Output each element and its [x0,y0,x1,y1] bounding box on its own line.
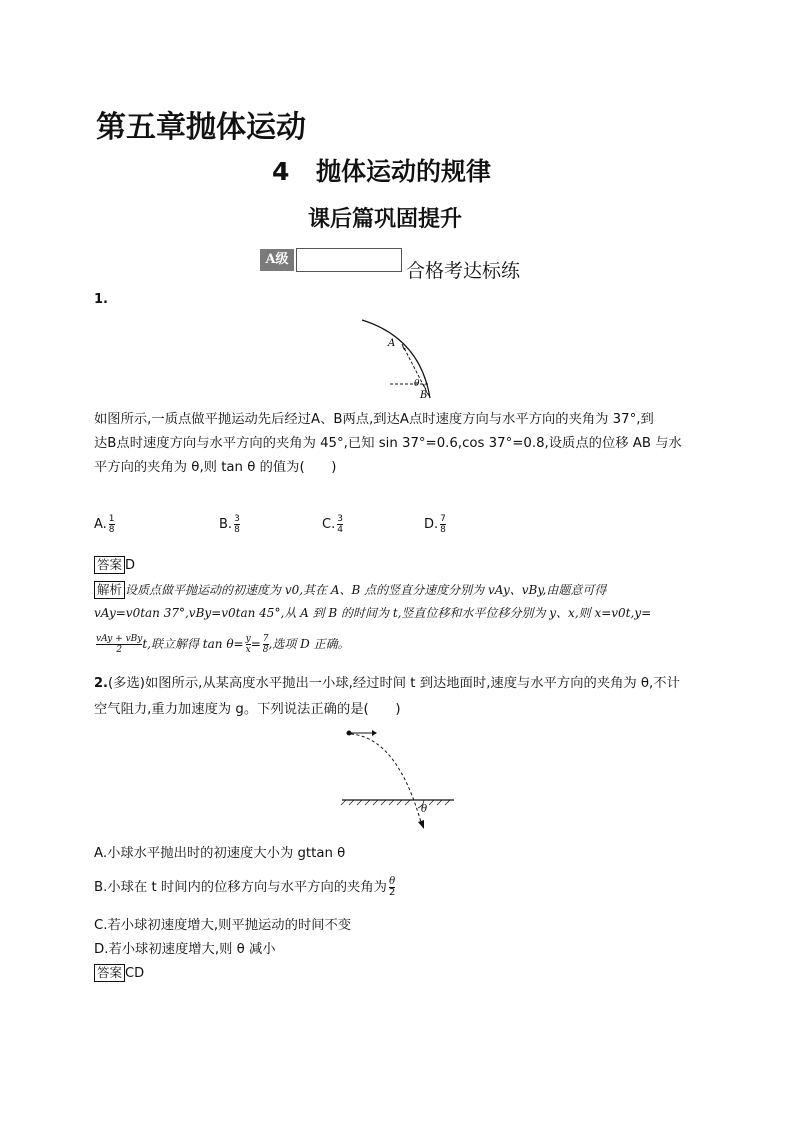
option-b-prefix: B. [219,517,233,532]
question-1-figure [350,316,450,406]
q2-option-c: C.若小球初速度增大,则平抛运动的时间不变 [94,918,352,933]
analysis-tag: 解析 [94,581,125,599]
question-1-number: 1. [94,292,108,307]
analysis-frac1-den: 2 [116,644,123,655]
question-2-stem-line1 [94,672,680,695]
q2-option-b-fraction [389,877,395,898]
option-c-fraction [337,514,343,535]
answer-value: D [125,558,136,573]
theta-label: θ [421,804,428,815]
section-number: 4 [272,157,290,186]
option-d-prefix: D. [424,517,439,532]
q1-option-a [94,514,115,535]
q2-option-b-num: θ [389,876,396,887]
final-velocity-arrowhead [418,820,424,829]
trajectory-curve [362,320,430,398]
question-1-stem-line3: 平方向的夹角为 θ,则 tan θ 的值为( ) [94,460,337,475]
theta-label: θ [414,379,420,389]
option-c-prefix: C. [322,517,336,532]
arrowhead [372,730,377,736]
trajectory-curve [351,734,422,826]
point-a-label: A [388,338,396,349]
option-a-den: 8 [108,525,115,535]
q2-option-d: D.若小球初速度增大,则 θ 减小 [94,942,276,957]
ball [347,731,352,736]
analysis-frac3-den: 8 [262,644,269,655]
level-box [296,248,402,272]
question-2-number: 2. [94,676,108,691]
level-title: 合格考达标练 [406,260,521,282]
q1-answer [94,556,135,574]
q1-option-d [424,514,446,535]
chapter-title: 第五章抛体运动 [96,110,306,145]
q1-option-c [322,514,343,535]
q2-answer-tag: 答案 [94,964,125,982]
analysis-fraction-1 [96,634,142,655]
option-d-num: 7 [440,514,446,524]
q2-option-b [94,876,395,899]
analysis-frac2-den: x [245,644,251,655]
question-2-figure [338,726,458,832]
q2-answer-value: CD [125,966,145,981]
angle-arc [424,384,426,389]
question-1-stem-line2: 达B点时速度方向与水平方向的夹角为 45°,已知 sin 37°=0.6,cos 37°=0.8,设质点的位移 AB 与水 [94,436,682,451]
option-b-fraction [234,514,240,535]
analysis-eq: = [250,637,261,651]
answer-tag: 答案 [94,556,125,574]
analysis-text-3b: ,选项 D 正确。 [268,637,350,651]
q2-option-b-text: B.小球在 t 时间内的位移方向与水平方向的夹角为 [94,880,387,895]
section-title-text: 抛体运动的规律 [316,157,492,186]
option-b-num: 3 [234,514,240,524]
analysis-text-1: 设质点做平抛运动的初速度为 v0,其在 A、B 点的竖直分速度分别为 vAy、vBy,由题意可得 [125,583,607,597]
point-b-label: B [420,390,428,401]
q2-answer [94,964,144,982]
option-a-fraction [109,514,115,535]
question-2-stem-line2: 空气阻力,重力加速度为 g。下列说法正确的是( ) [94,702,401,717]
level-badge: A级 [260,249,294,271]
option-a-prefix: A. [94,517,107,532]
question-2-stem-text-1: (多选)如图所示,从某高度水平抛出一小球,经过时间 t 到达地面时,速度与水平方向的夹角为 θ,不计 [107,676,680,691]
ground-hatching [341,800,450,805]
option-d-fraction [440,514,446,535]
q2-option-b-den: 2 [388,887,396,898]
analysis-frac1-num: vAy + vBy [96,633,143,644]
section-title [272,152,491,188]
q1-analysis-line3 [94,632,350,656]
q1-analysis-line1 [94,578,606,602]
analysis-frac2-num: y [245,633,251,644]
analysis-text-3a: t,联立解得 tan θ= [142,637,244,651]
option-c-den: 4 [337,525,343,535]
q1-analysis-line2: vAy=v0tan 37°,vBy=v0tan 45°,从 A 到 B 的时间为 t,竖直位移和水平位移分别为 y、x,则 x=v0t,y= [94,606,652,620]
question-1-stem-line1: 如图所示,一质点做平抛运动先后经过A、B两点,到达A点时速度方向与水平方向的夹角为 37°,到 [94,412,654,427]
option-a-num: 1 [108,514,115,524]
q1-option-b [219,514,240,535]
analysis-frac3-num: 7 [262,633,269,644]
subsection-title: 课后篇巩固提升 [308,207,463,232]
option-d-den: 8 [440,525,446,535]
velocity-arrow [402,346,406,350]
option-b-den: 8 [234,525,240,535]
option-c-num: 3 [337,514,343,524]
q2-option-a: A.小球水平抛出时的初速度大小为 gttan θ [94,846,346,861]
